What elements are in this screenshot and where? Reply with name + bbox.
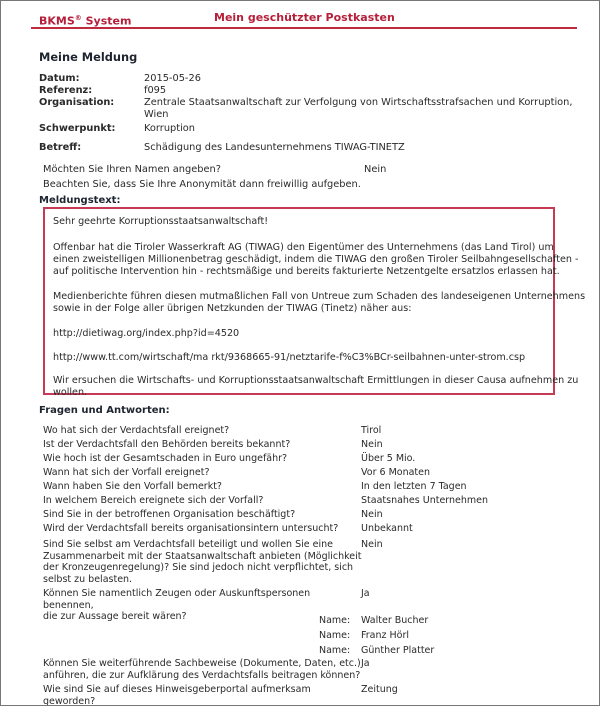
header-bar — [31, 7, 577, 29]
witness-name-label: Name: — [319, 615, 351, 626]
qa-answer: Ja — [361, 588, 370, 599]
qa-answer: Nein — [361, 439, 383, 450]
qa-answer: Vor 6 Monaten — [361, 467, 431, 478]
qa-answer: Unbekannt — [361, 523, 413, 534]
document-page: BKMS® System Mein geschützter Postkasten Meine Meldung Datum: 2015-05-26 Referenz: f095 Organisation: Zentrale Staatsanwaltschaft zur Verfolgung von Wirtschaftsstrafsachen und Korruption, Wien Schwerpunkt: Korruption Betreff: Schädigung des Landesunternehmens TIWAG-TINETZ Möchten Sie Ihren Namen angeben? Nein Beachten Sie, dass Sie Ihre Anonymität dann freiwillig aufgeben. Meldungstext: Sehr geehrte Korruptionsstaatsanwaltschaft! Offenbar hat die Tiroler Wasserkraft AG (TIWAG) den Eigentümer des Unternehmens (das Land Tirol) um einen zweistelligen Millionenbetrag geschädigt, indem die TIWAG den großen Tiroler Seilbahngesellschaften - auf politische Intervention hin - rechtsmäßige und bereits fakturierte Netzentgelte ersatzlos erlassen hat. Medienberichte führen diesen mutmaßlichen Fall von Untreue zum Schaden des landeseigenen Unternehmens sowie in der Folge aller übrigen Netzkunden der TIWAG (Tinetz) näher aus: http://dietiwag.org/index.php?id=4520 http://www.tt.com/wirtschaft/ma rkt/9368665-91/netztarife-f%C3%BCr-seilbahnen-unter-strom.csp Wir ersuchen die Wirtschafts- und Korruptionsstaatsanwaltschaft Ermittlungen in dieser Causa aufnehmen zu wollen. Fragen und Antworten: Wo hat sich der Verdachtsfall ereignet? Tirol Ist der Verdachtsfall den Behörden bereits bekannt? Nein Wie hoch ist der Gesamtschaden in Euro ungefähr? Über 5 Mio. Wann hat sich der Vorfall ereignet? Vor 6 Monaten Wann haben Sie den Vorfall bemerkt? In den letzten 7 Tagen In welchem Bereich ereignete sich der Vorfall? Staatsnahes Unternehmen Sind Sie in der betroffenen Organisation beschäftigt? Nein Wird der Verdachtsfall bereits organisationsintern untersucht? Unbekannt Sind Sie selbst am Verdachtsfall beteiligt und wollen Sie eine Zusammenarbeit mit der Staatsanwaltschaft anbieten (Möglichkeit der Kronzeugenregelung)? Sie sind jedoch nicht verpflichtet, sich selbst zu belasten. Nein Können Sie namentlich Zeugen oder Auskunftspersonen benennen, die zur Aussage bereit wären? Ja Name: Walter Bucher Name: Franz Hörl Name: Günther Platter Können Sie weiterführende Sachbeweise (Dokumente, Daten, etc.) anführen, die zur Aufklärung des Verdachtsfalls beitragen können? Ja Wie sind Sie auf dieses Hinweisgeberportal aufmerksam geworden? Zeitung — [0, 0, 600, 706]
qa-answer: Nein — [361, 509, 383, 520]
qa-question: Wann hat sich der Vorfall ereignet? — [43, 467, 210, 478]
message-link: http://www.tt.com/wirtschaft/ma rkt/9368665-91/netztarife-f%C3%BCr-seilbahnen-unter-strom.csp — [53, 352, 526, 363]
message-link: http://dietiwag.org/index.php?id=4520 — [53, 328, 240, 339]
qa-question: Wird der Verdachtsfall bereits organisationsintern untersucht? — [43, 523, 339, 534]
qa-answer: Über 5 Mio. — [361, 453, 416, 464]
message-line: Wir ersuchen die Wirtschafts- und Korruptionsstaatsanwaltschaft Ermittlungen in dieser Causa aufnehmen zu — [53, 375, 579, 386]
witness-name-label: Name: — [319, 645, 351, 656]
qa-question: Sind Sie selbst am Verdachtsfall beteiligt und wollen Sie eine Zusammenarbeit mit der Staatsanwaltschaft anbieten (Möglichkeit der Kronzeugenregelung)? Sie sind jedoch nicht verpflichtet, sich selbst zu belasten. — [43, 539, 362, 585]
system-title: BKMS® System — [39, 14, 132, 28]
message-line: Sehr geehrte Korruptionsstaatsanwaltschaft! — [53, 216, 269, 227]
qa-answer: In den letzten 7 Tagen — [361, 481, 467, 492]
message-line: Medienberichte führen diesen mutmaßlichen Fall von Untreue zum Schaden des landeseigenen Unternehmens — [53, 291, 586, 302]
witness-name: Franz Hörl — [361, 630, 410, 641]
qa-heading: Fragen und Antworten: — [39, 405, 170, 416]
qa-answer: Nein — [361, 539, 383, 550]
message-line: Offenbar hat die Tiroler Wasserkraft AG (TIWAG) den Eigentümer des Unternehmens (das Land Tirol) um — [53, 242, 554, 253]
witness-name: Walter Bucher — [361, 615, 429, 626]
message-line: sowie in der Folge aller übrigen Netzkunden der TIWAG (Tinetz) näher aus: — [53, 303, 412, 314]
qa-question: Können Sie namentlich Zeugen oder Auskunftspersonen benennen, die zur Aussage bereit wären? — [43, 588, 311, 623]
qa-question: Sind Sie in der betroffenen Organisation beschäftigt? — [43, 509, 296, 520]
witness-name-label: Name: — [319, 630, 351, 641]
message-heading: Meldungstext: — [39, 195, 121, 206]
mailbox-title: Mein geschützter Postkasten — [214, 11, 395, 24]
name-answer: Nein — [364, 164, 387, 175]
qa-answer: Staatsnahes Unternehmen — [361, 495, 489, 506]
message-line: einen zweistelligen Millionenbetrag geschädigt, indem die TIWAG den großen Tiroler Seilbahngesellschaften - — [53, 254, 579, 265]
qa-question: Wie sind Sie auf dieses Hinweisgeberportal aufmerksam geworden? — [43, 684, 311, 706]
name-question: Möchten Sie Ihren Namen angeben? — [43, 164, 221, 175]
qa-question: Können Sie weiterführende Sachbeweise (Dokumente, Daten, etc.) anführen, die zur Aufklärung des Verdachtsfalls beitragen können? — [43, 658, 361, 681]
qa-answer: Zeitung — [361, 684, 398, 695]
qa-answer: Ja — [361, 658, 370, 669]
section-title-report: Meine Meldung — [39, 50, 138, 64]
qa-question: Wie hoch ist der Gesamtschaden in Euro ungefähr? — [43, 453, 288, 464]
message-line: auf politische Intervention hin - rechtsmäßige und bereits fakturierte Netzentgelte ersatzlos erlassen hat. — [53, 266, 560, 277]
qa-question: Wo hat sich der Verdachtsfall ereignet? — [43, 425, 230, 436]
qa-question: Wann haben Sie den Vorfall bemerkt? — [43, 481, 222, 492]
message-box — [43, 207, 586, 398]
witness-name: Günther Platter — [361, 645, 435, 656]
qa-answer: Tirol — [361, 425, 382, 436]
message-line: wollen. — [53, 387, 88, 398]
qa-question: In welchem Bereich ereignete sich der Vorfall? — [43, 495, 264, 506]
qa-question: Ist der Verdachtsfall den Behörden bereits bekannt? — [43, 439, 291, 450]
anonymity-note: Beachten Sie, dass Sie Ihre Anonymität dann freiwillig aufgeben. — [43, 179, 361, 190]
